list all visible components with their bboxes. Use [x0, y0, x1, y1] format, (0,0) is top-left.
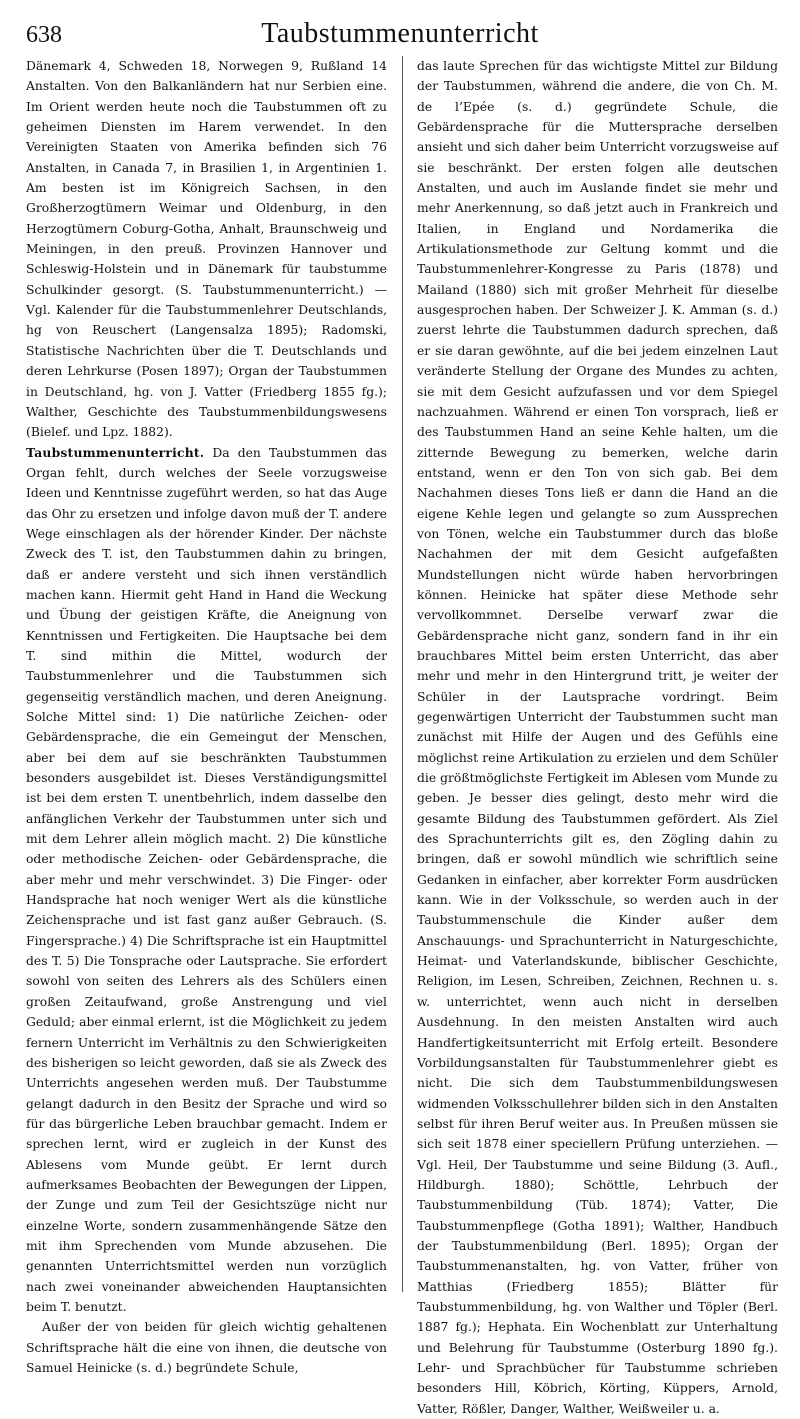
running-head: Taubstummenunterricht: [261, 18, 539, 49]
entry-body: Da den Taubstummen das Organ fehlt, durch welches der Seele vorzugsweise Ideen und Kenntnisse zugeführt werden, so hat das Auge das Ohr zu ersetzen und infolge davon muß der T. andere Wege einschlagen als der hörender Kinder. Der nächste Zweck des T. ist, den Taubstummen dahin zu bringen, daß er andere versteht und sich ihnen verständlich machen kann. Hiermit geht Hand in Hand die Weckung und Übung der geistigen Kräfte, die Aneignung von Kenntnissen und Fertigkeiten. Die Hauptsache bei dem T. sind mithin die Mittel, wodurch der Taubstummenlehrer und die Taubstummen sich gegenseitig verständlich machen, und deren Aneignung. Solche Mittel sind: 1) Die natürliche Zeichen- oder Gebärdensprache, die ein Gemeingut der Menschen, aber bei dem auf sie beschränkten Taubstummen besonders ausgebildet ist. Dieses Verständigungsmittel ist bei dem ersten T. unentbehrlich, indem dasselbe den anfänglichen Verkehr der Taubstummen unter sich und mit dem Lehrer allein möglich macht. 2) Die künstliche oder methodische Zeichen- oder Gebärdensprache, die aber mehr und mehr verschwindet. 3) Die Finger- oder Handsprache hat noch weniger Wert als die künstliche Zeichensprache und ist fast ganz außer Gebrauch. (S. Fingersprache.) 4) Die Schriftsprache ist ein Hauptmittel des T. 5) Die Tonsprache oder Lautsprache. Sie erfordert sowohl von seiten des Lehrers als des Schülers einen großen Zeitaufwand, große Anstrengung und viel Geduld; aber einmal erlernt, ist die Möglichkeit zu jedem fernern Unterricht im Verhältnis zu den Schwierigkeiten des bisherigen so leicht geworden, daß sie als Zweck des Unterrichts angesehen werden muß. Der Taubstumme gelangt dadurch in den Besitz der Sprache und wird so für das bürgerliche Leben brauchbar gemacht. Indem er sprechen lernt, wird er zugleich in der Kunst des Ablesens vom Munde geübt. Er lernt durch aufmerksames Beobachten der Bewegungen der Lippen, der Zunge und zum Teil der Gesichtszüge nicht nur einzelne Worte, sondern zusammenhängende Sätze den mit ihm Sprechenden vom Munde abzusehen. Die genannten Unterrichtsmittel werden nun vorzüglich nach zwei voneinander abweichenden Hauptansichten beim T. benutzt.: [26, 445, 387, 1314]
right-column: [417, 56, 778, 1416]
entry-paragraph: [26, 443, 387, 1318]
entry-title: Taubstummenunterricht.: [26, 444, 205, 460]
left-column: [26, 56, 387, 1375]
entry-body-continued: Außer der von beiden für gleich wichtig gehaltenen Schriftsprache hält die eine von ihnen, die deutsche von Samuel Heinicke (s. d.) begründete Schule,: [26, 1320, 387, 1375]
text-columns: [26, 56, 778, 1416]
previous-entry-tail: Dänemark 4, Schweden 18, Norwegen 9, Rußland 14 Anstalten. Von den Balkanländern hat nur Serbien eine. Im Orient werden heute noch die Taubstummen oft zu geheimen Diensten im Harem verwendet. In den Vereinigten Staaten von Amerika befinden sich 76 Anstalten, in Canada 7, in Brasilien 1, in Argentinien 1. Am besten ist im Königreich Sachsen, in den Großherzogtümern Weimar und Oldenburg, in den Herzogtümern Coburg-Gotha, Anhalt, Braunschweig und Meiningen, in den preuß. Provinzen Hannover und Schleswig-Holstein und in Dänemark für taubstumme Schulkinder gesorgt. (S. Taubstummenunterricht.) — Vgl. Kalender für die Taubstummenlehrer Deutschlands, hg von Reuschert (Langensalza 1895); Radomski, Statistische Nachrichten über die T. Deutschlands und deren Lehrkurse (Posen 1897); Organ der Taubstummen in Deutschland, hg. von J. Vatter (Friedberg 1855 fg.); Walther, Geschichte des Taubstummenbildungswesens (Bielef. und Lpz. 1882).: [26, 59, 387, 440]
right-column-text: das laute Sprechen für das wichtigste Mittel zur Bildung der Taubstummen, während die andere, die von Ch. M. de l’Epée (s. d.) gegründete Schule, die Gebärdensprache für die Muttersprache derselben ansieht und sich daher beim Unterricht vorzugsweise auf sie beschränkt. Der ersten folgen alle deutschen Anstalten, und auch im Auslande findet sie mehr und mehr Anerkennung, so daß jetzt auch in Frankreich und Italien, in England und Nordamerika die Artikulationsmethode zur Geltung kommt und die Taubstummenlehrer-Kongresse zu Paris (1878) und Mailand (1880) sich mit großer Mehrheit für dieselbe ausgesprochen haben. Der Schweizer J. K. Amman (s. d.) zuerst lehrte die Taubstummen dadurch sprechen, daß er sie daran gewöhnte, auf die bei jedem einzelnen Laut veränderte Stellung der Organe des Mundes zu achten, sie mit dem Gesicht aufzufassen und vor dem Spiegel nachzuahmen. Während er einen Ton vorsprach, ließ er des Taubstummen Hand an seine Kehle halten, um die zitternde Bewegung zu bemerken, welche darin entstand, wenn er den Ton von sich gab. Bei dem Nachahmen dieses Tons ließ er dann die Hand an die eigene Kehle legen und gelangte so zum Aussprechen von Tönen, welche ein Taubstummer durch das bloße Nachahmen der mit dem Gesicht aufgefaßten Mundstellungen nicht würde haben hervorbringen können. Heinicke hat später diese Methode sehr vervollkommnet. Derselbe verwarf zwar die Gebärdensprache nicht ganz, sondern fand in ihr ein brauchbares Mittel beim ersten Unterricht, das aber mehr und mehr in den Hintergrund tritt, je weiter der Schüler in der Lautsprache vordringt. Beim gegenwärtigen Unterricht der Taubstummen sucht man zunächst mit Hilfe der Augen und des Gefühls eine möglichst reine Artikulation zu erzielen und dem Schüler die größtmöglichste Fertigkeit im Ablesen vom Munde zu geben. Je besser dies gelingt, desto mehr wird die gesamte Bildung des Taubstummen gefördert. Als Ziel des Sprachunterrichts gilt es, den Zögling dahin zu bringen, daß er sowohl mündlich wie schriftlich seine Gedanken in einfacher, aber korrekter Form ausdrücken kann. Wie in der Volksschule, so werden auch in der Taubstummenschule die Kinder außer dem Anschauungs- und Sprachunterricht in Naturgeschichte, Heimat- und Vaterlandskunde, biblischer Geschichte, Religion, im Lesen, Schreiben, Zeichnen, Rechnen u. s. w. unterrichtet, wenn auch nicht in derselben Ausdehnung. In den meisten Anstalten wird auch Handfertigkeitsunterricht mit Erfolg erteilt. Besondere Vorbildungsanstalten für Taubstummenlehrer giebt es nicht. Die sich dem Taubstummenbildungswesen widmenden Volksschullehrer bilden sich in den Anstalten selbst für ihren Beruf weiter aus. In Preußen müssen sie sich seit 1878 einer speciellern Prüfung unterziehen. — Vgl. Heil, Der Taubstumme und seine Bildung (3. Aufl., Hildburgh. 1880); Schöttle, Lehrbuch der Taubstummenbildung (Tüb. 1874); Vatter, Die Taubstummenpflege (Gotha 1891); Walther, Handbuch der Taubstummenbildung (Berl. 1895); Organ der Taubstummenanstalten, hg. von Vatter, früher von Matthias (Friedberg 1855); Blätter für Taubstummenbildung, hg. von Walther und Töpler (Berl. 1887 fg.); Hephata. Ein Wochenblatt zur Unterhaltung und Belehrung für Taubstumme (Osterburg 1890 fg.). Lehr- und Sprachbücher für Taubstumme schrieben besonders Hill, Köbrich, Körting, Küppers, Arnold, Vatter, Rößler, Danger, Walther, Weißweiler u. a.: [417, 59, 778, 1416]
page-header: [0, 16, 800, 56]
column-divider: [402, 56, 403, 1292]
page-number: 638: [26, 22, 62, 48]
